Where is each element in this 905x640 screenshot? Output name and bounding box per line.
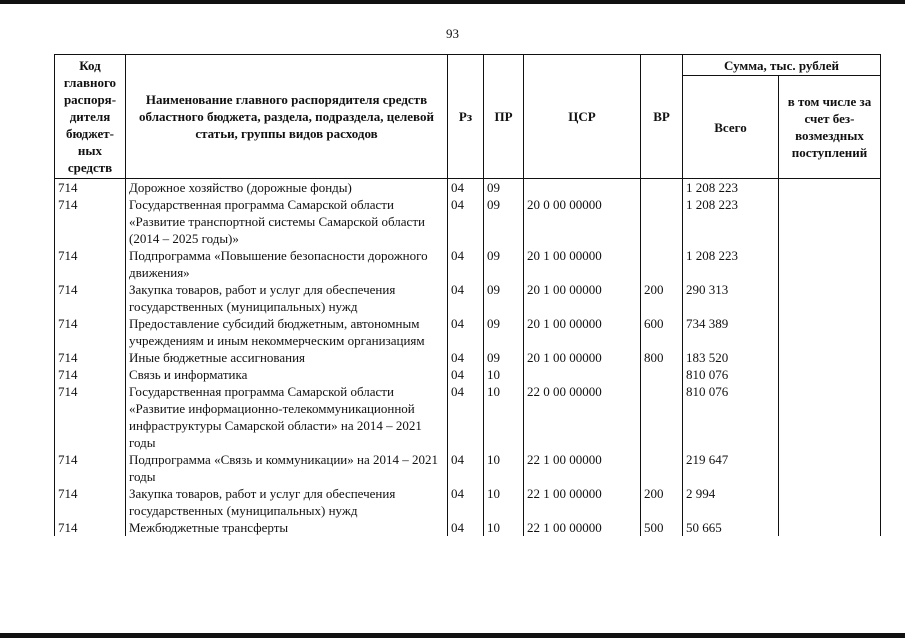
- cell-name: Межбюджетные трансферты: [126, 519, 448, 536]
- cell-name: Связь и информатика: [126, 366, 448, 383]
- cell-code: 714: [55, 485, 126, 519]
- header-name: Наименование главного распорядителя средств областного бюджета, раздела, подраздела, целевой статьи, группы видов расходов: [126, 55, 448, 179]
- cell-vr: 500: [641, 519, 683, 536]
- cell-csr: 20 1 00 00000: [524, 247, 641, 281]
- cell-csr: 20 0 00 00000: [524, 196, 641, 247]
- table-body: [55, 179, 881, 537]
- cell-name: Государственная программа Самарской области «Развитие транспортной системы Самарской области (2014 – 2025 годы)»: [126, 196, 448, 247]
- cell-csr: 22 1 00 00000: [524, 519, 641, 536]
- cell-total: 50 665: [683, 519, 779, 536]
- cell-rz: 04: [448, 366, 484, 383]
- cell-csr: 22 1 00 00000: [524, 485, 641, 519]
- cell-code: 714: [55, 349, 126, 366]
- cell-code: 714: [55, 247, 126, 281]
- header-vr: ВР: [641, 55, 683, 179]
- cell-vr: [641, 366, 683, 383]
- cell-free: [779, 451, 881, 485]
- page-number: 93: [446, 26, 459, 41]
- cell-free: [779, 349, 881, 366]
- cell-free: [779, 247, 881, 281]
- cell-csr: 22 0 00 00000: [524, 383, 641, 451]
- cell-name: Предоставление субсидий бюджетным, автономным учреждениям и иным некоммерческим организациям: [126, 315, 448, 349]
- budget-table: [54, 54, 881, 536]
- cell-csr: 20 1 00 00000: [524, 349, 641, 366]
- header-total: Всего: [683, 76, 779, 179]
- cell-rz: 04: [448, 179, 484, 197]
- cell-free: [779, 196, 881, 247]
- cell-pr: 10: [484, 451, 524, 485]
- cell-rz: 04: [448, 485, 484, 519]
- cell-free: [779, 315, 881, 349]
- cell-vr: [641, 247, 683, 281]
- header-free: в том числе за счет без-возмездных поступлений: [779, 76, 881, 179]
- cell-rz: 04: [448, 196, 484, 247]
- cell-pr: 09: [484, 281, 524, 315]
- table-row: [55, 349, 881, 366]
- cell-name: Дорожное хозяйство (дорожные фонды): [126, 179, 448, 197]
- cell-total: 1 208 223: [683, 179, 779, 197]
- cell-code: 714: [55, 315, 126, 349]
- table-row: [55, 247, 881, 281]
- cell-pr: 09: [484, 247, 524, 281]
- cell-vr: [641, 383, 683, 451]
- cell-rz: 04: [448, 349, 484, 366]
- header-rz: Рз: [448, 55, 484, 179]
- cell-pr: 09: [484, 179, 524, 197]
- cell-name: Иные бюджетные ассигнования: [126, 349, 448, 366]
- cell-vr: 600: [641, 315, 683, 349]
- cell-vr: 200: [641, 281, 683, 315]
- table-row: [55, 281, 881, 315]
- table-header: [55, 55, 881, 179]
- table-row: [55, 196, 881, 247]
- cell-csr: [524, 179, 641, 197]
- cell-free: [779, 519, 881, 536]
- cell-free: [779, 485, 881, 519]
- cell-total: 810 076: [683, 383, 779, 451]
- cell-csr: 22 1 00 00000: [524, 451, 641, 485]
- bottom-border-bar: [0, 633, 905, 638]
- cell-rz: 04: [448, 519, 484, 536]
- cell-total: 290 313: [683, 281, 779, 315]
- cell-free: [779, 179, 881, 197]
- cell-csr: 20 1 00 00000: [524, 281, 641, 315]
- cell-code: 714: [55, 196, 126, 247]
- cell-pr: 09: [484, 315, 524, 349]
- cell-pr: 09: [484, 349, 524, 366]
- header-sum: Сумма, тыс. рублей: [683, 55, 881, 76]
- cell-name: Закупка товаров, работ и услуг для обеспечения государственных (муниципальных) нужд: [126, 281, 448, 315]
- cell-rz: 04: [448, 383, 484, 451]
- cell-name: Подпрограмма «Связь и коммуникации» на 2014 – 2021 годы: [126, 451, 448, 485]
- cell-code: 714: [55, 383, 126, 451]
- table-row: [55, 485, 881, 519]
- cell-rz: 04: [448, 451, 484, 485]
- cell-pr: 09: [484, 196, 524, 247]
- cell-vr: [641, 451, 683, 485]
- cell-vr: 800: [641, 349, 683, 366]
- cell-code: 714: [55, 519, 126, 536]
- top-border-bar: [0, 0, 905, 4]
- cell-csr: [524, 366, 641, 383]
- cell-pr: 10: [484, 383, 524, 451]
- cell-rz: 04: [448, 315, 484, 349]
- cell-pr: 10: [484, 485, 524, 519]
- cell-total: 1 208 223: [683, 196, 779, 247]
- table-row: [55, 519, 881, 536]
- cell-rz: 04: [448, 281, 484, 315]
- header-code: Код главного распоря-дителя бюджет-ных средств: [55, 55, 126, 179]
- cell-total: 734 389: [683, 315, 779, 349]
- cell-total: 219 647: [683, 451, 779, 485]
- cell-total: 2 994: [683, 485, 779, 519]
- cell-total: 1 208 223: [683, 247, 779, 281]
- table-row: [55, 366, 881, 383]
- cell-code: 714: [55, 366, 126, 383]
- cell-total: 183 520: [683, 349, 779, 366]
- cell-total: 810 076: [683, 366, 779, 383]
- table-row: [55, 179, 881, 197]
- table-row: [55, 383, 881, 451]
- cell-rz: 04: [448, 247, 484, 281]
- cell-vr: [641, 179, 683, 197]
- cell-free: [779, 383, 881, 451]
- header-csr: ЦСР: [524, 55, 641, 179]
- cell-code: 714: [55, 451, 126, 485]
- cell-free: [779, 366, 881, 383]
- header-pr: ПР: [484, 55, 524, 179]
- cell-pr: 10: [484, 519, 524, 536]
- cell-code: 714: [55, 281, 126, 315]
- cell-pr: 10: [484, 366, 524, 383]
- cell-vr: [641, 196, 683, 247]
- cell-free: [779, 281, 881, 315]
- cell-name: Подпрограмма «Повышение безопасности дорожного движения»: [126, 247, 448, 281]
- cell-name: Закупка товаров, работ и услуг для обеспечения государственных (муниципальных) нужд: [126, 485, 448, 519]
- cell-vr: 200: [641, 485, 683, 519]
- table-row: [55, 451, 881, 485]
- cell-name: Государственная программа Самарской области «Развитие информационно-телекоммуникационной инфраструктуры Самарской области» на 2014 – 2021 годы: [126, 383, 448, 451]
- table-row: [55, 315, 881, 349]
- cell-code: 714: [55, 179, 126, 197]
- cell-csr: 20 1 00 00000: [524, 315, 641, 349]
